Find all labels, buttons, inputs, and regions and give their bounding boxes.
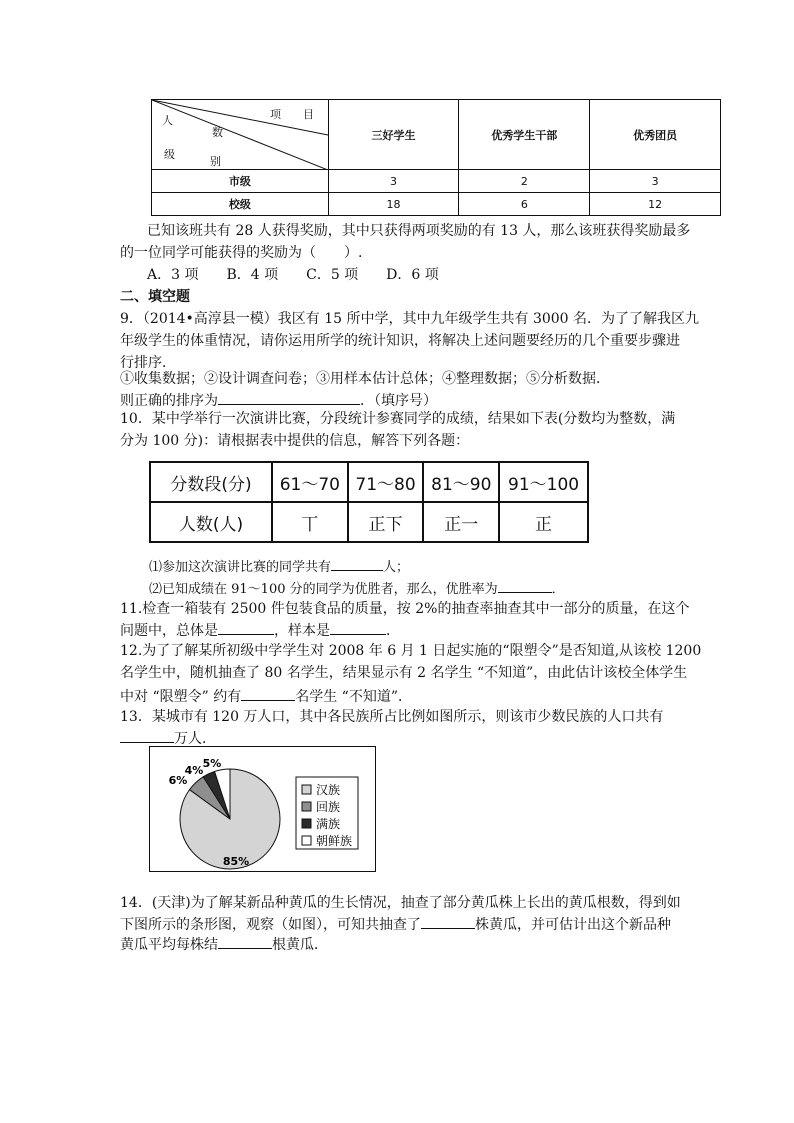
col-header-sanhao: 三好学生 <box>328 100 459 170</box>
q12-line3 <box>120 686 412 706</box>
pie-value-label: 5% <box>202 757 222 770</box>
table-cell: 3 <box>590 170 721 193</box>
award-table <box>151 99 721 216</box>
q8-options: A．3 项 B．4 项 C．5 项 D．6 项 <box>147 267 439 283</box>
q12-line1: 12.为了了解某所初级中学学生对 2008 年 6 月 1 日起实施的“限塑令”是否知道,从该校 1200 <box>120 643 702 659</box>
answer-blank[interactable] <box>218 390 360 405</box>
count-row <box>150 502 588 542</box>
legend-label: 汉族 <box>316 783 341 797</box>
table-row <box>152 193 721 216</box>
legend-swatch <box>302 836 311 845</box>
q12-text-b: 名学生 “不知道”． <box>295 689 412 705</box>
tally-cell: 正一 <box>423 502 499 542</box>
tally-cell: 丅 <box>272 502 348 542</box>
col-header-ganbu: 优秀学生干部 <box>459 100 590 170</box>
count-label: 人数(人) <box>150 502 272 542</box>
legend-label: 朝鲜族 <box>316 834 353 848</box>
q11-text-b: ，样本是 <box>274 623 330 639</box>
q14-text-d: 根黄瓜． <box>272 937 328 953</box>
q10-sub2-suffix: ． <box>551 582 565 597</box>
q8-line2: 的一位同学可能获得的奖励为（ ）. <box>120 245 363 261</box>
pie-chart <box>150 747 375 871</box>
q10-sub1-suffix: 人； <box>383 560 410 575</box>
table-cell: 2 <box>459 170 590 193</box>
q8-line1: 已知该班共有 28 人获得奖励，其中只获得两项奖励的有 13 人，那么该班获得奖励最多 <box>147 223 691 239</box>
q10-line1: 10．某中学举行一次演讲比赛，分段统计参赛同学的成绩，结果如下表(分数均为整数，满 <box>120 411 676 427</box>
answer-blank[interactable] <box>421 914 475 929</box>
table-cell: 18 <box>328 193 459 216</box>
diag-person-label: 人 <box>162 114 173 127</box>
legend-swatch <box>302 802 311 811</box>
diag-item-label: 项 目 <box>270 108 314 121</box>
range-cell: 61～70 <box>272 462 348 502</box>
q12-text-a: 中对 “限塑令” 约有 <box>120 689 242 705</box>
q9-line2: 年级学生的体重情况，请你运用所学的统计知识，将解决上述问题要经历的几个重要步骤进 <box>120 333 680 349</box>
answer-blank[interactable] <box>330 620 386 635</box>
diagonal-header-cell <box>152 100 329 170</box>
q9-answer-prefix: 则正确的排序为 <box>120 393 218 409</box>
pie-value-label: 85% <box>222 855 250 868</box>
answer-blank[interactable] <box>241 686 295 701</box>
table-row <box>152 170 721 193</box>
q10-sub2 <box>149 578 565 599</box>
table-cell: 12 <box>590 193 721 216</box>
q12-line2: 名学生中，随机抽查了 80 名学生，结果显示有 2 名学生 “不知道”，由此估计该校全体学生 <box>120 665 688 681</box>
answer-blank[interactable] <box>120 728 174 743</box>
q9-line5 <box>120 390 437 410</box>
row-label: 市级 <box>152 170 329 193</box>
q11-line1: 11.检查一箱装有 2500 件包装食品的质量，按 2%的抽查率抽查其中一部分的质量，在这个 <box>120 601 690 617</box>
q14-text-a: 下图所示的条形图，观察（如图），可知共抽查了 <box>120 917 421 933</box>
tally-cell: 正下 <box>348 502 424 542</box>
q9-line4: ①收集数据；②设计调查问卷；③用样本估计总体；④整理数据；⑤分析数据． <box>120 371 610 387</box>
diag-count-label: 数 <box>212 126 223 139</box>
table-cell: 6 <box>459 193 590 216</box>
range-cell: 71～80 <box>348 462 424 502</box>
row-label: 校级 <box>152 193 329 216</box>
q14-line2 <box>120 914 671 934</box>
answer-blank[interactable] <box>331 556 383 571</box>
legend-swatch <box>302 819 311 828</box>
range-cell: 81～90 <box>423 462 499 502</box>
table-cell: 3 <box>328 170 459 193</box>
pie-chart-frame <box>149 746 376 872</box>
q14-text-c: 黄瓜平均每株结 <box>120 937 218 953</box>
pie-value-label: 6% <box>168 774 188 787</box>
q14-line3 <box>120 934 328 954</box>
q9-answer-suffix: ．（填序号） <box>360 393 437 409</box>
answer-blank[interactable] <box>218 934 272 949</box>
q10-sub1-text: ⑴参加这次演讲比赛的同学共有 <box>149 560 332 575</box>
legend-swatch <box>302 785 311 794</box>
legend-label: 回族 <box>316 800 341 814</box>
score-table <box>149 461 589 543</box>
score-header-label: 分数段(分) <box>150 462 272 502</box>
legend-label: 满族 <box>316 817 341 831</box>
q14-text-b: 株黄瓜，并可估计出这个新品种 <box>475 917 671 933</box>
pie-value-label: 4% <box>184 764 204 777</box>
q11-line2 <box>120 620 400 640</box>
score-header-row <box>150 462 588 502</box>
col-header-tuanyuan: 优秀团员 <box>590 100 721 170</box>
q10-sub2-text: ⑵已知成绩在 91～100 分的同学为优胜者，那么，优胜率为 <box>149 582 498 597</box>
q11-text-a: 问题中，总体是 <box>120 623 218 639</box>
range-cell: 91～100 <box>499 462 588 502</box>
q9-line3: 行排序． <box>120 355 176 371</box>
q13-line2 <box>120 728 216 748</box>
q10-line2: 分为 100 分)：请根据表中提供的信息，解答下列各题： <box>120 433 470 449</box>
diag-type-label: 别 <box>210 155 221 168</box>
q13-line1: 13．某城市有 120 万人口，其中各民族所占比例如图所示，则该市少数民族的人口共有 <box>120 709 664 725</box>
q11-text-c: ． <box>386 623 400 639</box>
answer-blank[interactable] <box>498 578 552 593</box>
q13-text-b: 万人． <box>174 731 216 747</box>
diag-level-label: 级 <box>164 148 175 161</box>
q10-sub1 <box>149 556 409 577</box>
tally-cell: 正 <box>499 502 588 542</box>
section-title: 二、填空题 <box>120 289 190 305</box>
q9-line1: 9．（2014•高淳县一模）我区有 15 所中学，其中九年级学生共有 3000 名．为了了解我区九 <box>120 311 700 327</box>
q14-line1: 14．(天津)为了解某新品种黄瓜的生长情况，抽查了部分黄瓜株上长出的黄瓜根数，得到如 <box>120 895 681 911</box>
answer-blank[interactable] <box>218 620 274 635</box>
